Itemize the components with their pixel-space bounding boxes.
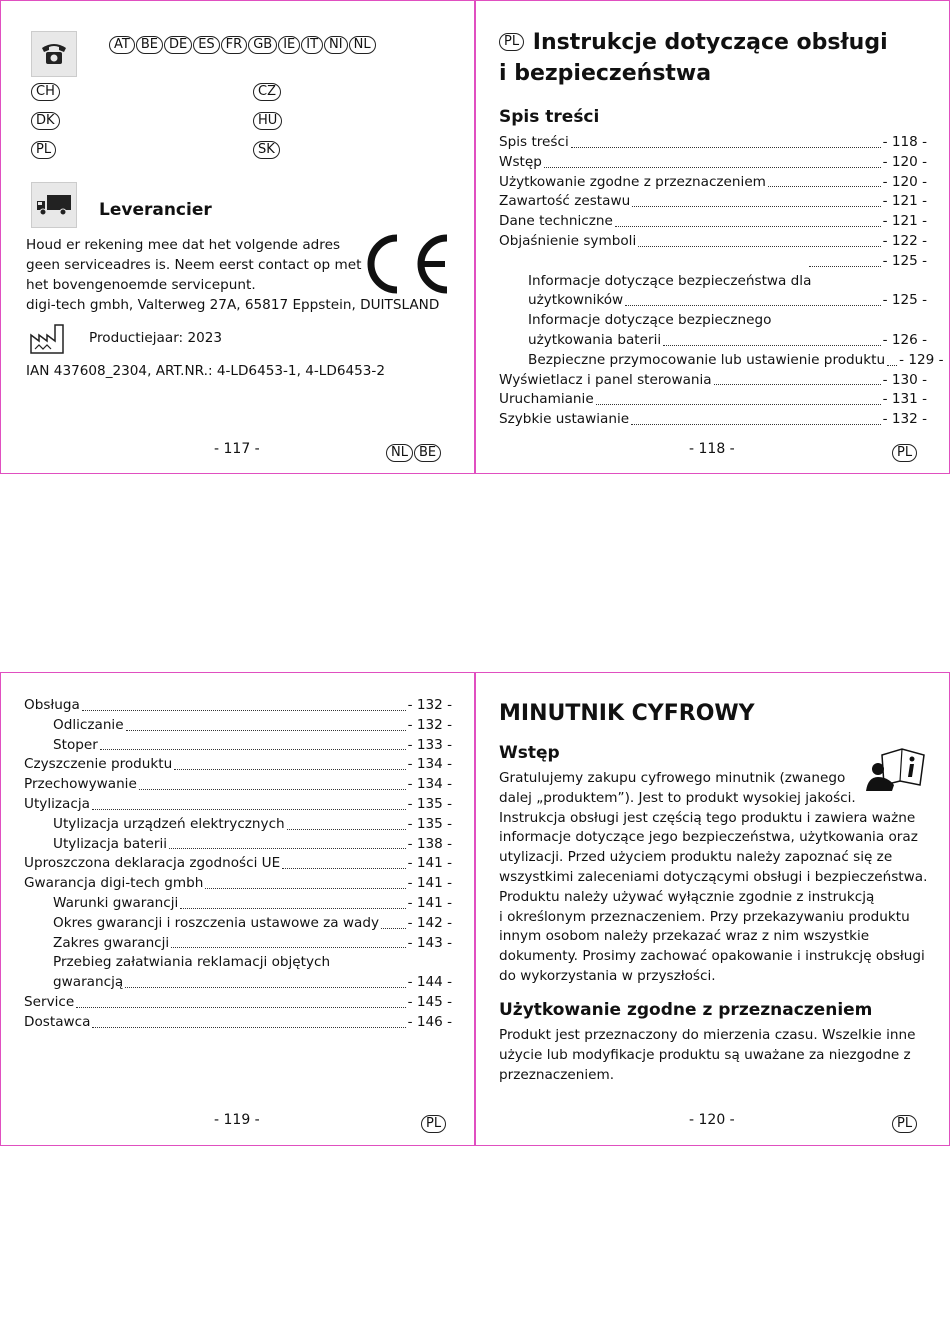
toc-entry[interactable] <box>24 1013 452 1033</box>
toc-page-number: - 134 - <box>407 756 452 773</box>
toc-page-number: - 122 - <box>882 232 927 249</box>
toc-entry-title: Utylizacja <box>24 795 90 812</box>
toc-page-number: - 125 - <box>882 252 927 269</box>
title-line-2: i bezpieczeństwa <box>499 61 712 86</box>
paragraph-line: wszystkimi zaleceniami dotyczącymi obsługi i bezpieczeństwa. <box>499 868 928 885</box>
footer-lang-badges <box>386 441 442 462</box>
toc-entry-title: Czyszczenie produktu <box>24 756 173 773</box>
toc-entry[interactable] <box>24 835 452 855</box>
toc-entry-title: Gwarancja digi-tech gmbh <box>24 875 204 892</box>
toc-leader-dots <box>139 789 406 790</box>
toc-entry-title: Bezpieczne przymocowanie lub ustawienie produktu <box>528 351 886 368</box>
toc-leader-dots <box>544 167 881 168</box>
country-code-badge: NL <box>386 444 413 462</box>
telephone-icon <box>31 31 77 77</box>
toc-leader-dots <box>615 226 881 227</box>
toc-leader-dots <box>205 888 405 889</box>
toc-entry-title: Uruchamianie <box>499 391 594 408</box>
production-year: Productiejaar: 2023 <box>89 330 223 346</box>
toc-entry-line <box>24 953 452 973</box>
toc-entry-title: użytkowników <box>528 292 624 309</box>
document-title <box>499 27 888 89</box>
toc-page-number: - 132 - <box>407 697 452 713</box>
toc-entry-title: Przechowywanie <box>24 776 137 793</box>
toc-page-number: - 141 - <box>407 875 452 892</box>
toc-entry-line <box>499 272 927 292</box>
toc-entry-title: Wyświetlacz i panel sterowania <box>499 371 712 388</box>
toc-heading: Spis treści <box>499 107 600 127</box>
toc-entry[interactable] <box>499 410 927 430</box>
toc-page-number: - 129 - <box>899 351 944 368</box>
toc-leader-dots <box>100 749 406 750</box>
country-code-badge: PL <box>31 141 56 159</box>
toc-entry-title: Uproszczona deklaracja zgodności UE <box>24 855 281 872</box>
toc-entry-title: Obsługa <box>24 697 80 713</box>
toc-page-number: - 145 - <box>407 993 452 1010</box>
toc-leader-dots <box>92 1027 405 1028</box>
country-code-badge: NL <box>349 36 376 54</box>
toc-entry[interactable] <box>24 795 452 815</box>
toc-leader-dots <box>663 345 880 346</box>
toc-leader-dots <box>638 246 880 247</box>
toc-page-number: - 141 - <box>407 894 452 911</box>
toc-entry[interactable] <box>24 696 452 716</box>
supplier-heading: Leverancier <box>99 200 212 220</box>
toc-entry[interactable] <box>24 973 452 993</box>
country-code-badge: NI <box>324 36 348 54</box>
toc-entry[interactable] <box>499 153 927 173</box>
toc-entry[interactable] <box>24 716 452 736</box>
toc-entry-title: Objaśnienie symboli <box>499 232 637 249</box>
toc-entry[interactable] <box>24 874 452 894</box>
toc-entry-title: gwarancją <box>53 974 124 991</box>
footer-lang-badge <box>892 1112 918 1133</box>
page-number: - 120 - <box>689 1112 735 1128</box>
toc-leader-dots <box>76 1007 405 1008</box>
toc-page-number: - 138 - <box>407 835 452 852</box>
toc-entry-title: Zawartość zestawu <box>499 193 631 210</box>
page-117 <box>0 0 475 474</box>
toc-entry-title: użytkowania baterii <box>528 331 662 348</box>
toc-leader-dots <box>282 868 405 869</box>
toc-entry[interactable] <box>24 934 452 954</box>
toc-entry[interactable] <box>499 232 927 252</box>
country-code-badge: IT <box>301 36 323 54</box>
toc-page-number: - 135 - <box>407 795 452 812</box>
table-of-contents <box>499 133 944 430</box>
ian-number: IAN 437608_2304, ART.NR.: 4-LD6453-1, 4-LD6453-2 <box>26 363 385 379</box>
section-heading-intended-use: Użytkowanie zgodne z przeznaczeniem <box>499 1000 873 1020</box>
page-118 <box>475 0 950 474</box>
toc-leader-dots <box>768 186 881 187</box>
country-code-badge: HU <box>253 112 282 130</box>
section-heading-intro: Wstęp <box>499 743 560 763</box>
country-codes-right <box>253 83 283 170</box>
address-line: het bovengenoemde servicepunt. <box>26 277 256 293</box>
toc-leader-dots <box>180 908 405 909</box>
toc-entry[interactable] <box>24 993 452 1013</box>
toc-page-number: - 144 - <box>407 974 452 991</box>
toc-page-number: - 121 - <box>882 213 927 230</box>
toc-page-number: - 120 - <box>882 153 927 170</box>
toc-page-number: - 133 - <box>407 736 452 753</box>
toc-page-number: - 125 - <box>882 292 927 309</box>
toc-page-number: - 142 - <box>407 914 452 931</box>
toc-leader-dots <box>596 404 881 405</box>
toc-entry[interactable] <box>24 854 452 874</box>
toc-entry[interactable] <box>499 371 927 391</box>
toc-page-number: - 135 - <box>407 815 452 832</box>
footer-lang-badge <box>892 441 918 462</box>
country-codes-top <box>109 33 377 54</box>
toc-leader-dots <box>169 848 406 849</box>
paragraph-line: przeznaczeniem. <box>499 1066 615 1083</box>
toc-entry-title: Wstęp <box>499 153 542 170</box>
toc-leader-dots <box>714 384 881 385</box>
toc-leader-dots <box>174 769 405 770</box>
toc-page-number: - 134 - <box>407 776 452 793</box>
country-code-badge: BE <box>414 444 441 462</box>
paragraph-line: Instrukcja obsługi jest częścią tego produktu i zawiera ważne <box>499 809 916 826</box>
toc-page-number: - 120 - <box>882 173 927 190</box>
toc-entry-title: Okres gwarancji i roszczenia ustawowe za wady <box>53 914 380 931</box>
toc-leader-dots <box>571 147 881 148</box>
paragraph-line: i określonym przeznaczeniem. Przy przekazywaniu produktu <box>499 908 910 925</box>
factory-icon <box>29 321 69 359</box>
toc-entry-title: Utylizacja urządzeń elektrycznych <box>53 815 285 832</box>
toc-leader-dots <box>82 710 406 711</box>
toc-entry-title: Spis treści <box>499 134 569 150</box>
toc-page-number: - 141 - <box>407 855 452 872</box>
paragraph-line: do wykorzystania w przyszłości. <box>499 967 716 984</box>
country-code-badge: DE <box>164 36 192 54</box>
toc-entry[interactable] <box>24 736 452 756</box>
page-title: MINUTNIK CYFROWY <box>499 701 755 726</box>
toc-page-number: - 132 - <box>407 716 452 733</box>
paragraph-line: Gratulujemy zakupu cyfrowego minutnik (zwanego <box>499 770 846 786</box>
address-line: digi-tech gmbh, Valterweg 27A, 65817 Eppstein, DUITSLAND <box>26 297 440 313</box>
toc-page-number: - 118 - <box>882 134 927 150</box>
country-code-badge: FR <box>221 36 248 54</box>
toc-leader-dots <box>625 305 880 306</box>
toc-entry[interactable] <box>24 775 452 795</box>
page-number: - 119 - <box>214 1112 260 1128</box>
toc-entry[interactable] <box>499 331 927 351</box>
toc-entry-title: Stoper <box>53 736 98 753</box>
title-line-1: Instrukcje dotyczące obsługi <box>532 30 888 55</box>
toc-entry-title: Informacje dotyczące bezpieczeństwa dla <box>528 272 812 289</box>
toc-entry[interactable] <box>499 212 927 232</box>
toc-page-number: - 143 - <box>407 934 452 951</box>
toc-entry[interactable] <box>499 252 927 272</box>
toc-leader-dots <box>809 266 881 267</box>
toc-page-number: - 130 - <box>882 371 927 388</box>
page-120 <box>475 672 950 1146</box>
paragraph-line: utylizacji. Przed użyciem produktu należy zapoznać się ze <box>499 849 893 866</box>
table-of-contents <box>24 696 452 1033</box>
ce-mark <box>367 234 453 294</box>
toc-entry[interactable] <box>499 351 944 371</box>
footer-lang-badge <box>421 1112 447 1133</box>
toc-entry[interactable] <box>499 390 927 410</box>
toc-entry[interactable] <box>499 173 927 193</box>
intended-use-paragraph <box>499 1026 919 1085</box>
toc-entry-title: Użytkowanie zgodne z przeznaczeniem <box>499 173 766 190</box>
page-number: - 117 - <box>214 441 260 457</box>
toc-entry-line <box>499 311 927 331</box>
toc-entry[interactable] <box>499 192 927 212</box>
toc-entry[interactable] <box>24 894 452 914</box>
toc-entry-title: Zakres gwarancji <box>53 934 170 951</box>
toc-leader-dots <box>887 365 897 366</box>
toc-leader-dots <box>125 987 405 988</box>
lang-badge: PL <box>499 33 524 51</box>
toc-entry-title: Utylizacja baterii <box>53 835 168 852</box>
intro-paragraph <box>499 769 928 987</box>
page-number: - 118 - <box>689 441 735 457</box>
toc-entry[interactable] <box>499 133 927 153</box>
toc-entry[interactable] <box>499 291 927 311</box>
toc-leader-dots <box>126 730 406 731</box>
paragraph-line: dalej „produktem”). Jest to produkt wysokiej jakości. <box>499 789 856 806</box>
country-code-badge: AT <box>109 36 135 54</box>
lang-badge: PL <box>892 1115 917 1133</box>
toc-entry-title: Dane techniczne <box>499 213 613 230</box>
toc-entry-title: Service <box>24 993 75 1010</box>
toc-entry[interactable] <box>24 815 452 835</box>
toc-entry-title: Przebieg załatwiania reklamacji objętych <box>53 954 331 971</box>
country-code-badge: CZ <box>253 83 281 101</box>
country-code-badge: IE <box>278 36 300 54</box>
address-line: geen serviceadres is. Neem eerst contact op met <box>26 257 362 273</box>
toc-entry-title: Warunki gwarancji <box>53 894 179 911</box>
toc-page-number: - 131 - <box>882 391 927 408</box>
page-119 <box>0 672 475 1146</box>
address-line: Houd er rekening mee dat het volgende adres <box>26 237 341 253</box>
country-code-badge: GB <box>248 36 277 54</box>
paragraph-line: Produkt jest przeznaczony do mierzenia czasu. Wszelkie inne <box>499 1027 916 1043</box>
paragraph-line: dokumenty. Prosimy zachować opakowanie i instrukcję obsługi <box>499 948 925 965</box>
country-code-badge: ES <box>193 36 219 54</box>
country-code-badge: DK <box>31 112 60 130</box>
toc-page-number: - 132 - <box>882 411 927 428</box>
toc-leader-dots <box>632 206 880 207</box>
toc-page-number: - 121 - <box>882 193 927 210</box>
toc-leader-dots <box>287 829 406 830</box>
toc-leader-dots <box>631 424 880 425</box>
toc-page-number: - 126 - <box>882 331 927 348</box>
toc-entry-title: Szybkie ustawianie <box>499 411 630 428</box>
paragraph-line: użycie lub modyfikacje produktu są uważane za niezgodne z <box>499 1046 911 1063</box>
toc-entry[interactable] <box>24 914 452 934</box>
delivery-truck-icon <box>31 182 77 228</box>
country-codes-left <box>31 83 61 170</box>
toc-entry[interactable] <box>24 755 452 775</box>
country-code-badge: SK <box>253 141 280 159</box>
lang-badge: PL <box>421 1115 446 1133</box>
toc-entry-title: Informacje dotyczące bezpiecznego <box>528 312 772 329</box>
country-code-badge: CH <box>31 83 60 101</box>
paragraph-line: innym osobom należy przekazać wraz z nim wszystkie <box>499 928 870 945</box>
toc-leader-dots <box>171 947 405 948</box>
toc-leader-dots <box>381 928 406 929</box>
paragraph-line: Produktu należy używać wyłącznie zgodnie z instrukcją <box>499 888 875 905</box>
toc-page-number: - 146 - <box>407 1013 452 1030</box>
toc-entry-title: Odliczanie <box>53 716 124 733</box>
country-code-badge: BE <box>136 36 163 54</box>
toc-entry-title: Dostawca <box>24 1013 91 1030</box>
toc-leader-dots <box>92 809 406 810</box>
lang-badge: PL <box>892 444 917 462</box>
paragraph-line: informacje dotyczące jego bezpieczeństwa, użytkowania oraz <box>499 829 918 846</box>
